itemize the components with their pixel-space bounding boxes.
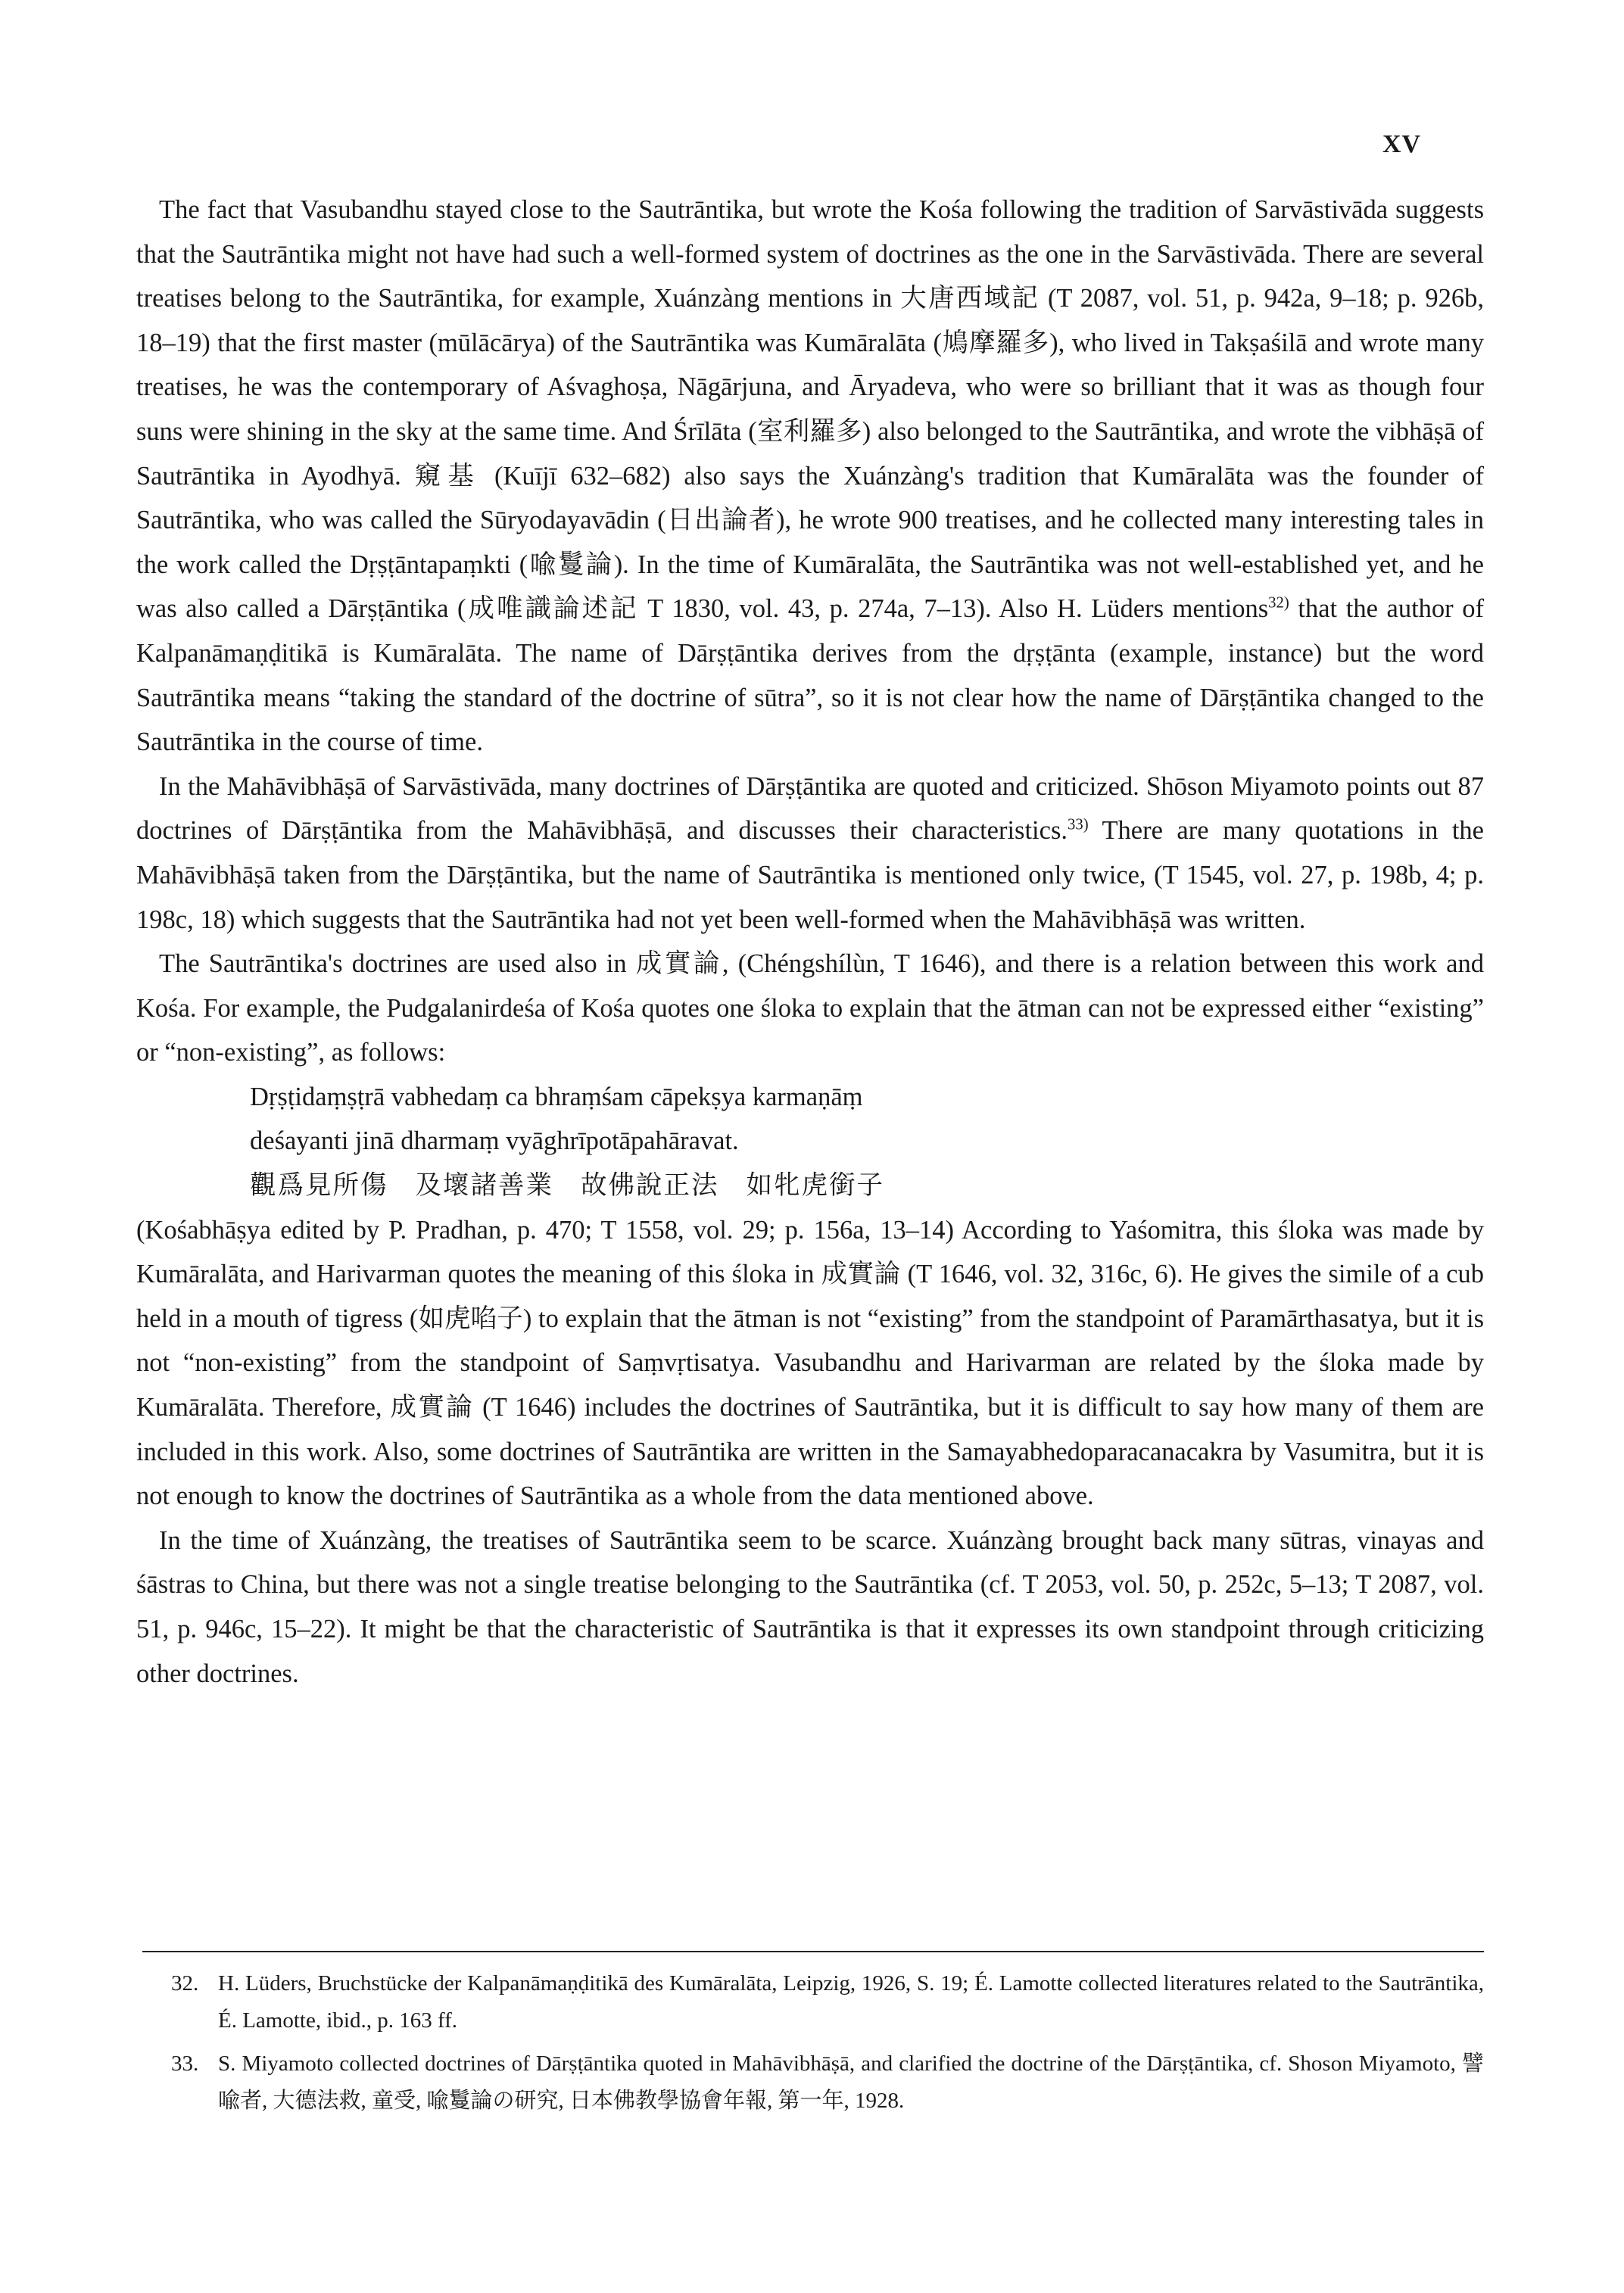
paragraph: (Kośabhāṣya edited by P. Pradhan, p. 470; T 1558, vol. 29; p. 156a, 13–14) According to Yaśomitra, this śloka was made by Kumāralāta, and Harivarman quotes the meaning of this śloka in 成實論 (T 1646, vol. 32, 316c, 6). He gives the simile of a cub held in a mouth of tigress (如虎啗子) to explain that the ātman is not “existing” from the standpoint of Paramārthasatya, but it is not “non-existing” from the standpoint of Saṃvṛtisatya. Vasubandhu and Harivarman are related by the śloka made by Kumāralāta. Therefore, 成實論 (T 1646) includes the doctrines of Sautrāntika, but it is difficult to say how many of them are included in this work. Also, some doctrines of Sautrāntika are written in the Samayabhedoparacanacakra by Vasumitra, but it is not enough to know the doctrines of Sautrāntika as a whole from the data mentioned above. xyxy=(136,1215,1484,1511)
paragraph: The Sautrāntika's doctrines are used also in 成實論, (Chéngshílùn, T 1646), and there is a relation between this work and Kośa. For example, the Pudgalanirdeśa of Kośa quotes one śloka to explain that the ātman can not be expressed either “existing” or “non-existing”, as follows: xyxy=(136,949,1484,1067)
footnote-ref-33: 33) xyxy=(1068,816,1089,833)
paragraph-text: The fact that Vasubandhu stayed close to the Sautrāntika, but wrote the Kośa following the tradition of Sarvāstivāda suggests that the Sautrāntika might not have had such a well-formed system of doctrines as the one in the Sarvāstivāda. There are several treatises belong to the Sautrāntika, for example, Xuánzàng mentions in 大唐西域記 (T 2087, vol. 51, p. 942a, 9–18; p. 926b, 18–19) that the first master (mūlācārya) of the Sautrāntika was Kumāralāta (鳩摩羅多), who lived in Takṣaśilā and wrote many treatises, he was the contemporary of Aśvaghoṣa, Nāgārjuna, and Āryadeva, who were so brilliant that it was as though four suns were shining in the sky at the same time. And Śrīlāta (室利羅多) also belonged to the Sautrāntika, and wrote the vibhāṣā of Sautrāntika in Ayodhyā. 窺基 (Kuījī 632–682) also says the Xuánzàng's tradition that Kumāralāta was the founder of Sautrāntika, who was called the Sūryodayavādin (日出論者), he wrote 900 treatises, and he collected many interesting tales in the work called the Dṛṣṭāntapaṃkti (喩鬘論). In the time of Kumāralāta, the Sautrāntika was not well-established yet, and he was also called a Dārṣṭāntika (成唯識論述記 T 1830, vol. 43, p. 274a, 7–13). Also H. Lüders mentions xyxy=(136,195,1484,624)
main-text xyxy=(136,188,1484,1696)
footnote-divider xyxy=(142,1951,1484,1952)
verse-chinese-phrase: 及壞諸善業 xyxy=(415,1171,553,1201)
footnote-32 xyxy=(171,1965,1484,2039)
footnote-ref-32: 32) xyxy=(1268,594,1289,612)
verse-chinese-phrase: 觀爲見所傷 xyxy=(250,1171,388,1201)
verse-chinese-line xyxy=(250,1164,1484,1208)
paragraph xyxy=(136,188,1484,765)
footnote-text: H. Lüders, Bruchstücke der Kalpanāmaṇḍitikā des Kumāralāta, Leipzig, 1926, S. 19; É. Lamotte collected literatures related to the Sautrāntika, É. Lamotte, ibid., p. 163 ff. xyxy=(218,1971,1484,2033)
footnotes xyxy=(171,1965,1484,2126)
verse-line-1: Dṛṣṭidaṃṣṭrā vabhedaṃ ca bhraṃśam cāpekṣya karmaṇāṃ xyxy=(250,1082,863,1111)
paragraph-text: that the author of Kalpanāmaṇḍitikā is Kumāralāta. The name of Dārṣṭāntika derives from the dṛṣṭānta (example, instance) but the word Sautrāntika means “taking the standard of the doctrine of sūtra”, so it is not clear how the name of Dārṣṭāntika changed to the Sautrāntika in the course of time. xyxy=(136,594,1485,757)
paragraph-text: In the Mahāvibhāṣā of Sarvāstivāda, many doctrines of Dārṣṭāntika are quoted and criticized. Shōson Miyamoto points out 87 doctrines of Dārṣṭāntika from the Mahāvibhāṣā, and discusses their characteristics. xyxy=(136,771,1484,846)
footnote-number: 32. xyxy=(171,1971,199,1995)
verse-chinese-phrase: 故佛說正法 xyxy=(581,1171,719,1201)
footnote-number: 33. xyxy=(171,2052,199,2076)
sloka-verse xyxy=(136,1075,1484,1208)
paragraph-text: There are many quotations in the Mahāvibhāṣā taken from the Dārṣṭāntika, but the name of Sautrāntika is mentioned only twice, (T 1545, vol. 27, p. 198b, 4; p. 198c, 18) which suggests that the Sautrāntika had not yet been well-formed when the Mahāvibhāṣā was written. xyxy=(136,816,1484,934)
footnote-text: S. Miyamoto collected doctrines of Dārṣṭāntika quoted in Mahāvibhāṣā, and clarified the doctrine of the Dārṣṭāntika, cf. Shoson Miyamoto, 譬喩者, 大德法救, 童受, 喩鬘論の研究, 日本佛教學協會年報, 第一年, 1928. xyxy=(218,2052,1484,2113)
paragraph xyxy=(136,765,1484,942)
page-number: XV xyxy=(1382,130,1422,158)
verse-chinese-phrase: 如牝虎銜子 xyxy=(746,1171,884,1201)
paragraph: In the time of Xuánzàng, the treatises of Sautrāntika seem to be scarce. Xuánzàng brought back many sūtras, vinayas and śāstras to China, but there was not a single treatise belonging to the Sautrāntika (cf. T 2053, vol. 50, p. 252c, 5–13; T 2087, vol. 51, p. 946c, 15–22). It might be that the characteristic of Sautrāntika is that it expresses its own standpoint through criticizing other doctrines. xyxy=(136,1525,1484,1688)
verse-line-2: deśayanti jinā dharmaṃ vyāghrīpotāpahāravat. xyxy=(250,1126,739,1156)
footnote-33 xyxy=(171,2045,1484,2120)
